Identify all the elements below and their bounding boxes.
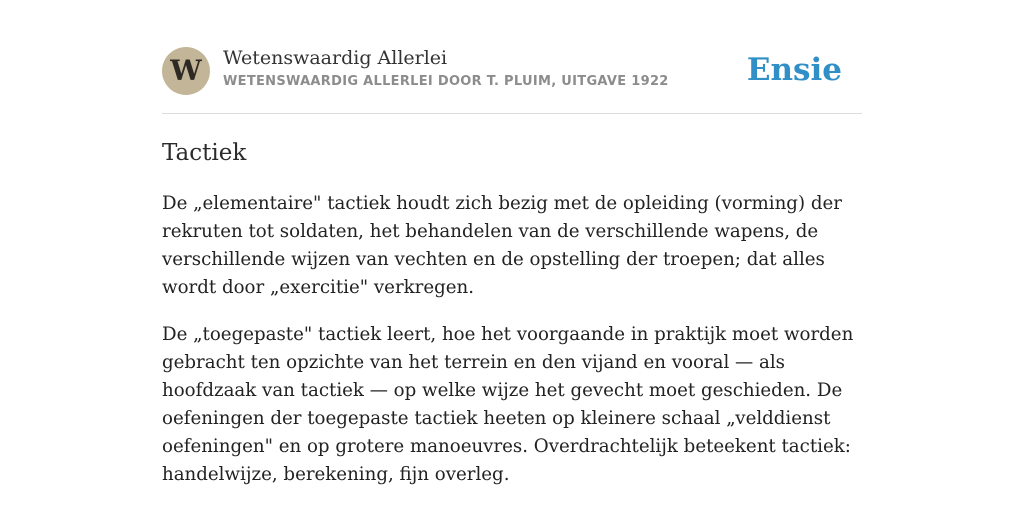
- book-title-link[interactable]: Wetenswaardig Allerlei: [223, 47, 448, 69]
- ensie-logo[interactable]: Ensie: [746, 52, 842, 88]
- entry-body: [162, 190, 862, 508]
- header-divider: [162, 113, 862, 114]
- book-subtitle: WETENSWAARDIG ALLERLEI DOOR T. PLUIM, UITGAVE 1922: [223, 74, 669, 89]
- header: [162, 46, 862, 96]
- entry-paragraph: De „elementaire" tactiek houdt zich bezig met de opleiding (vorming) der rekruten tot soldaten, het behandelen van de verschillende wapens, de verschillende wijzen van vechten en de opstelling der troepen; dat alles wordt door „exercitie" verkregen.: [162, 193, 842, 298]
- entry-paragraph: De „toegepaste" tactiek leert, hoe het voorgaande in praktijk moet worden gebracht ten opzichte van het terrein en den vijand en vooral — als hoofdzaak van tactiek — op welke wijze het gevecht moet geschieden. De oefeningen der toegepaste tactiek heeten op kleinere schaal „velddienst oefeningen" en op grotere manoeuvres. Overdrachtelijk beteekent tactiek: handelwijze, berekening, fijn overleg.: [162, 324, 854, 485]
- entry-title: Tactiek: [162, 140, 247, 166]
- book-avatar[interactable]: W: [162, 47, 210, 95]
